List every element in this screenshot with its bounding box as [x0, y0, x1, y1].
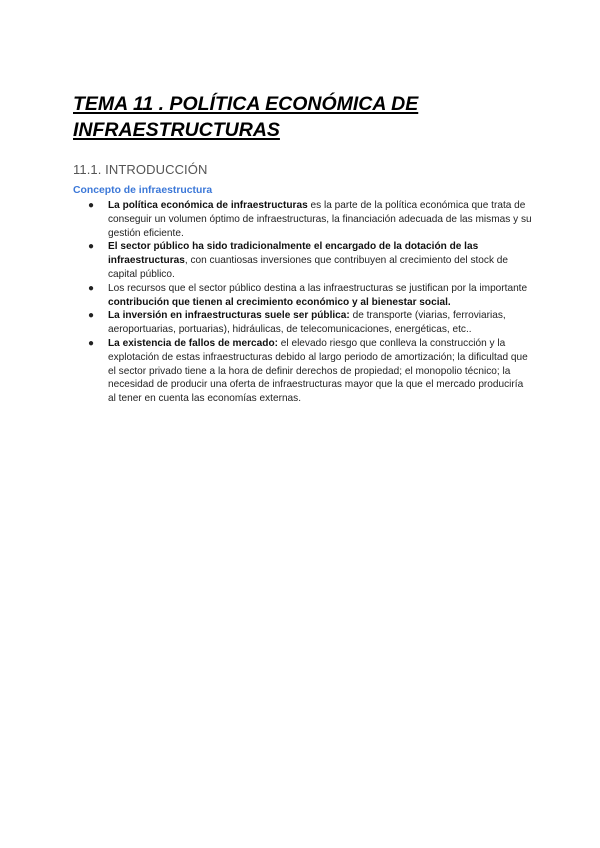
bullet-text: el elevado riesgo que conlleva la construcción y la explotación de estas infraestructuras debido al largo periodo de amortización; la dificultad que el sector privado tiene a la hora de definir derechos de propiedad; el monopolio técnico; la necesidad de producir una oferta de infraestructuras mayor que la que el mercado produciría al tener en cuenta las economías externas. — [108, 337, 528, 405]
section-heading: 11.1. INTRODUCCIÓN — [73, 162, 208, 177]
bullet-icon: ● — [88, 241, 95, 253]
bullet-bold-text: La existencia de fallos de mercado: — [108, 337, 278, 349]
bullet-icon: ● — [88, 337, 95, 349]
bullet-bold-text: La inversión en infraestructuras suele ser pública: — [108, 310, 350, 322]
bullet-icon: ● — [88, 200, 95, 211]
bullet-text: Los recursos que el sector público destina a las infraestructuras se justifican por la importante — [108, 282, 528, 294]
bullet-icon: ● — [88, 310, 95, 322]
bullet-text: es la parte de la política económica que trata de conseguir un volumen óptimo de infraestructuras, la financiación adecuada de las mismas y su gestión eficiente. — [108, 200, 532, 239]
list-item — [73, 282, 533, 310]
bullet-text: , con cuantiosas inversiones que contribuyen al crecimiento del stock de capital público. — [108, 255, 509, 280]
bullet-list — [73, 199, 533, 406]
bullet-bold-text: contribución que tienen al crecimiento económico y al bienestar social. — [108, 296, 451, 308]
bullet-bold-text: El sector público ha sido tradicionalmente el encargado de la dotación de las infraestructuras — [108, 241, 479, 267]
document-title: TEMA 11 . POLÍTICA ECONÓMICA DE INFRAESTRUCTURAS — [73, 93, 419, 141]
subheading: Concepto de infraestructura — [73, 185, 213, 196]
list-item — [73, 337, 533, 406]
bullet-text: de transporte (viarias, ferroviarias, aeroportuarias, portuarias), hidráulicas, de telecomunicaciones, energéticas, etc.. — [108, 310, 506, 336]
list-item — [73, 199, 533, 240]
bullet-icon: ● — [88, 282, 95, 294]
list-item — [73, 240, 533, 281]
list-item — [73, 309, 533, 337]
bullet-bold-text: La política económica de infraestructuras — [108, 200, 308, 211]
